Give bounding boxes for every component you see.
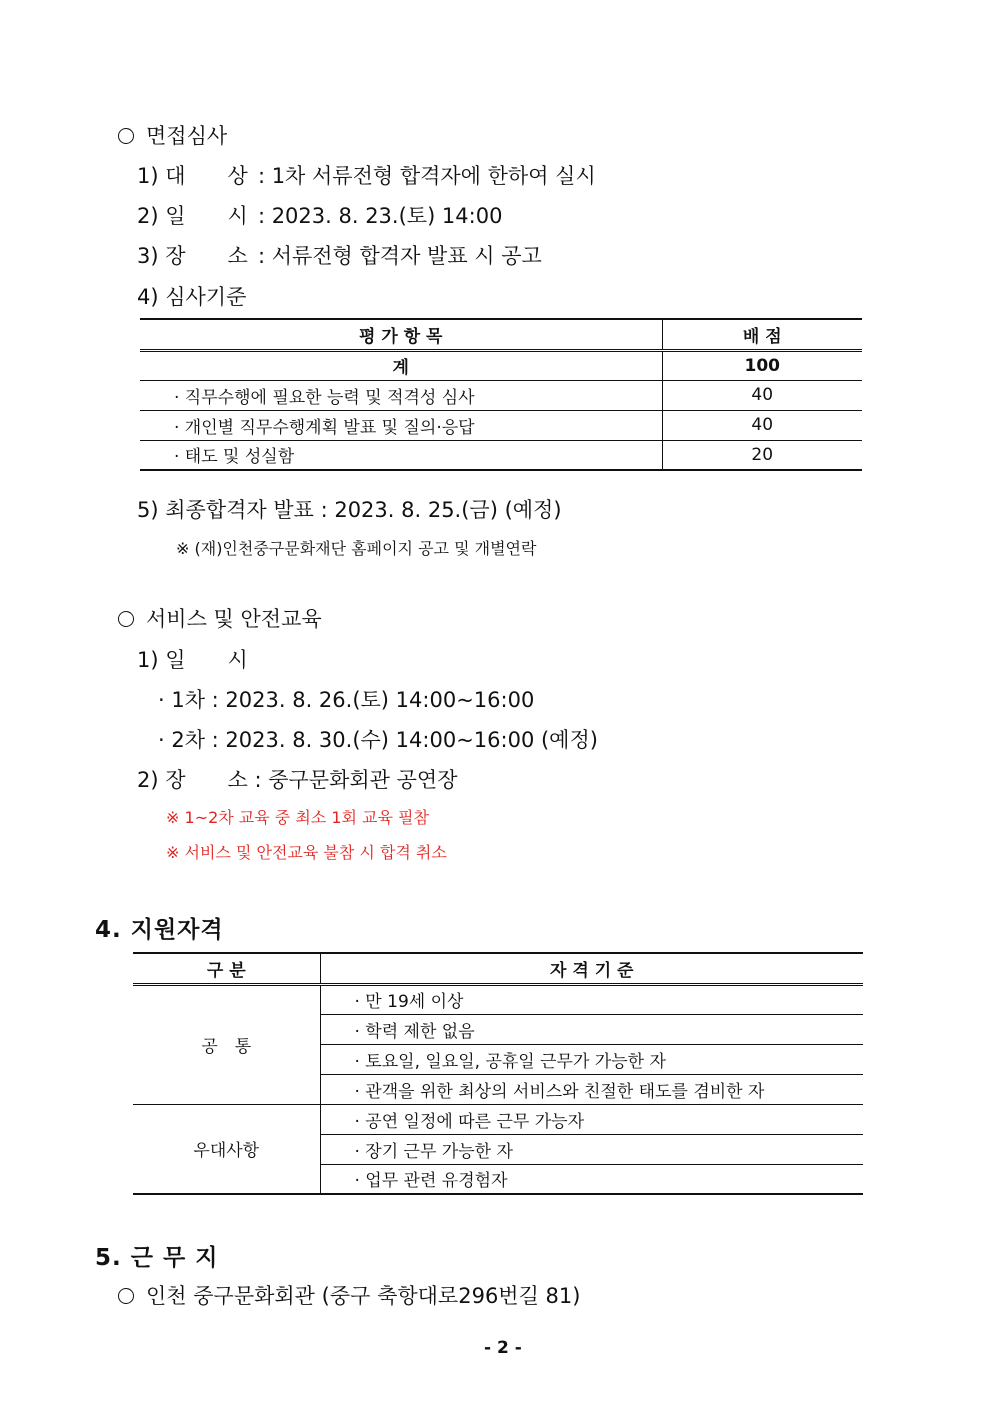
interview-item-1 xyxy=(137,160,596,190)
criteria-item: · 직무수행에 필요한 능력 및 적격성 심사 xyxy=(140,380,662,410)
criteria-score: 40 xyxy=(662,410,862,440)
item-value: : 서류전형 합격자 발표 시 공고 xyxy=(257,244,542,268)
total-label: 계 xyxy=(140,350,662,380)
item-number: 2) xyxy=(137,204,159,228)
item-label: 대 상 xyxy=(165,164,248,188)
qualification-item: · 업무 관련 유경험자 xyxy=(354,1171,508,1192)
item-label: 일 시 xyxy=(165,204,248,228)
qualification-table xyxy=(133,952,863,1195)
col-score-header: 배 점 xyxy=(662,319,862,350)
common-category: 공 통 xyxy=(133,984,320,1104)
training-date-1: · 1차 : 2023. 8. 26.(토) 14:00~16:00 xyxy=(158,688,535,712)
table-header-row xyxy=(133,953,863,984)
qualification-item: · 만 19세 이상 xyxy=(320,984,863,1014)
workplace-item: 인천 중구문화회관 (중구 축항대로296번길 81) xyxy=(118,1280,580,1310)
training-note-2: ※ 서비스 및 안전교육 불참 시 합격 취소 xyxy=(166,843,447,862)
circle-bullet-icon xyxy=(118,128,134,144)
qualification-item: · 토요일, 일요일, 공휴일 근무가 가능한 자 xyxy=(320,1044,863,1074)
criteria-item: · 개인별 직무수행계획 발표 및 질의·응답 xyxy=(140,410,662,440)
final-announcement: 5) 최종합격자 발표 : 2023. 8. 25.(금) (예정) xyxy=(137,498,562,522)
qualification-item: · 장기 근무 가능한 자 xyxy=(320,1134,863,1164)
criteria-item: · 태도 및 성실함 xyxy=(174,447,295,468)
item-value: : 2023. 8. 23.(토) 14:00 xyxy=(257,204,503,228)
item-number: 3) xyxy=(137,244,159,268)
criteria-score: 40 xyxy=(662,380,862,410)
circle-bullet-icon xyxy=(118,611,134,627)
training-date-2: · 2차 : 2023. 8. 30.(수) 14:00~16:00 (예정) xyxy=(158,728,598,752)
workplace-heading: 5. 근 무 지 xyxy=(95,1245,219,1271)
interview-item-2 xyxy=(137,200,502,230)
col-category-header: 구 분 xyxy=(133,953,320,984)
interview-item-3 xyxy=(137,240,542,270)
table-row xyxy=(133,984,863,1014)
item-value: : 1차 서류전형 합격자에 한하여 실시 xyxy=(257,164,596,188)
item-label: 장 소 xyxy=(165,244,248,268)
page-number: - 2 - xyxy=(484,1338,522,1358)
training-date-title: 1) 일 시 xyxy=(137,648,248,672)
circle-bullet-icon xyxy=(118,1288,134,1304)
total-value: 100 xyxy=(662,350,862,380)
qualification-heading: 4. 지원자격 xyxy=(95,917,224,943)
table-total-row xyxy=(140,350,862,380)
preference-category: 우대사항 xyxy=(133,1104,320,1194)
interview-heading: 면접심사 xyxy=(118,120,227,150)
table-row xyxy=(140,410,862,440)
table-row xyxy=(140,380,862,410)
table-header-row xyxy=(140,319,862,350)
table-row xyxy=(133,1104,863,1134)
criteria-table xyxy=(140,318,862,471)
col-item-header: 평 가 항 목 xyxy=(140,319,662,350)
training-heading: 서비스 및 안전교육 xyxy=(118,603,322,633)
col-standard-header: 자 격 기 준 xyxy=(320,953,863,984)
table-row xyxy=(140,440,862,470)
training-place: 2) 장 소 : 중구문화회관 공연장 xyxy=(137,768,458,792)
qualification-item: · 학력 제한 없음 xyxy=(320,1014,863,1044)
item-number: 1) xyxy=(137,164,159,188)
qualification-item: · 관객을 위한 최상의 서비스와 친절한 태도를 겸비한 자 xyxy=(320,1074,863,1104)
training-note-1: ※ 1~2차 교육 중 최소 1회 교육 필참 xyxy=(166,808,429,827)
qualification-item: · 공연 일정에 따른 근무 가능자 xyxy=(320,1104,863,1134)
final-note: ※ (재)인천중구문화재단 홈페이지 공고 및 개별연락 xyxy=(176,539,537,558)
criteria-score: 20 xyxy=(662,440,862,470)
criteria-title: 4) 심사기준 xyxy=(137,285,247,309)
